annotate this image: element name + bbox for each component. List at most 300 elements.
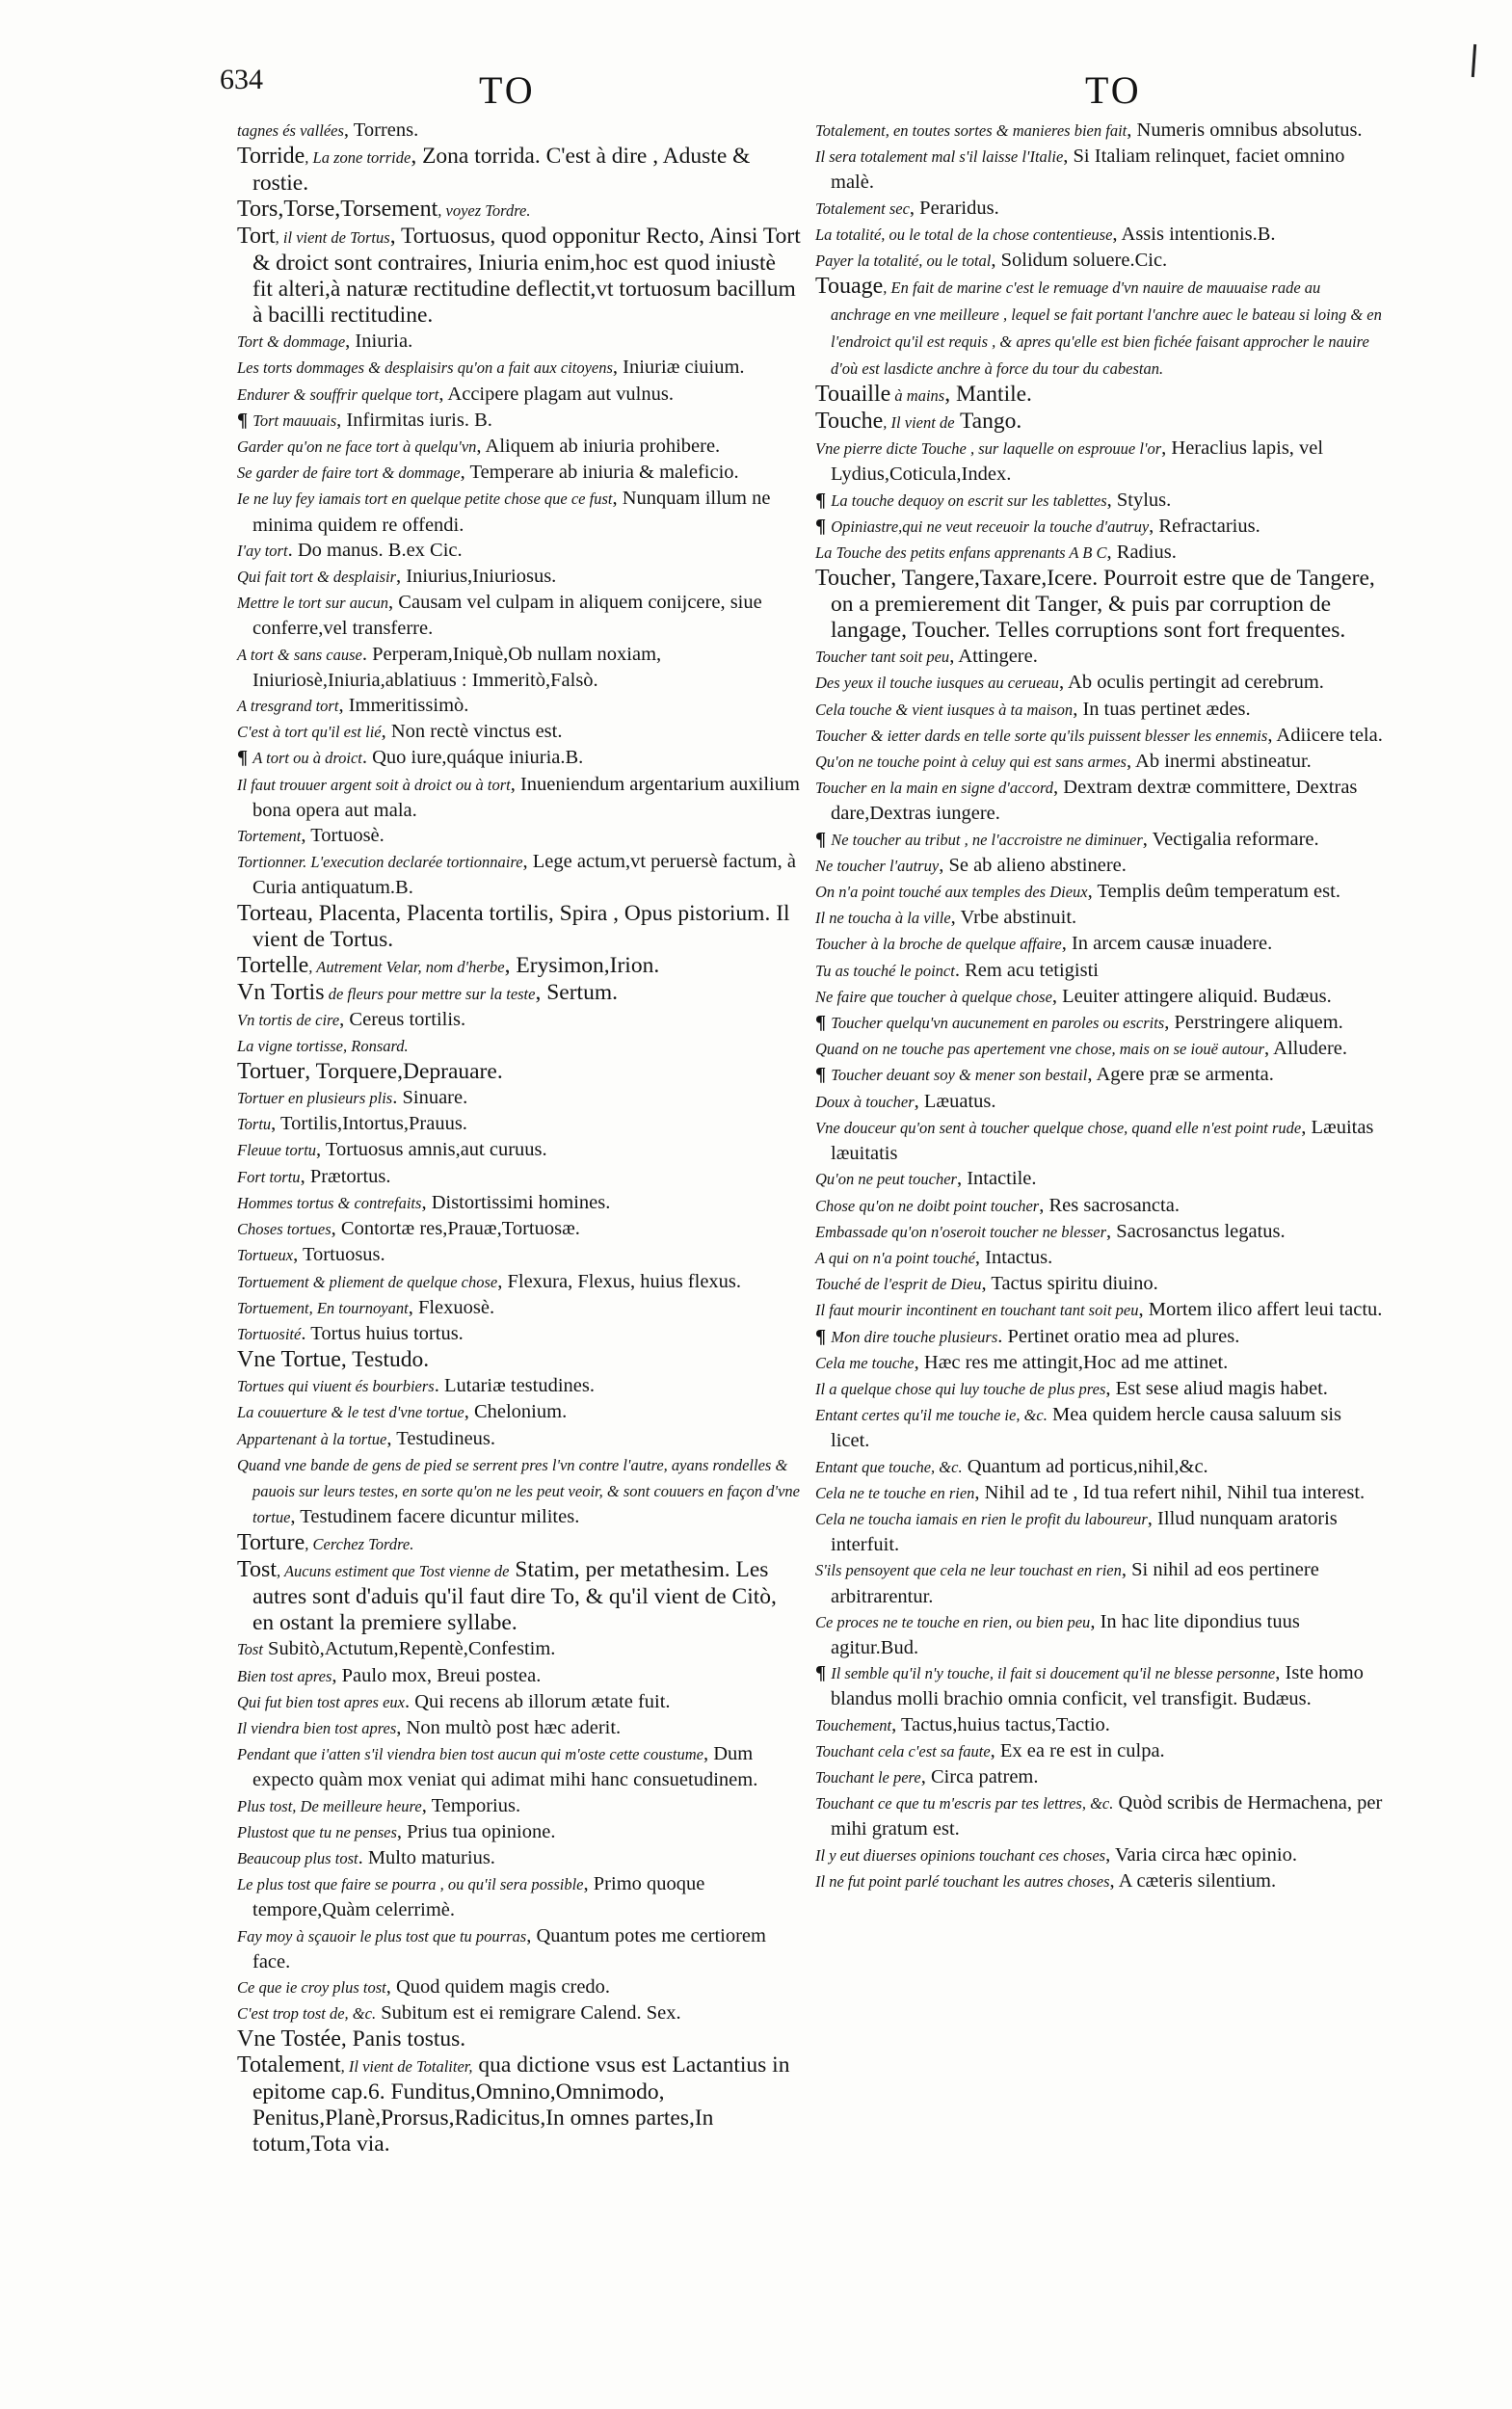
dictionary-entry	[237, 1452, 801, 1531]
latin-text: , Distortissimi homines.	[421, 1191, 611, 1213]
dictionary-entry	[815, 222, 1384, 248]
latin-text: . Lutariæ testudines.	[434, 1375, 595, 1397]
latin-text: , Mortem ilico affert leui tactu.	[1138, 1299, 1383, 1321]
dictionary-entry	[815, 697, 1384, 723]
margin-mark	[1472, 44, 1476, 77]
dictionary-entry	[815, 670, 1384, 696]
french-text: Il y eut diuerses opinions touchant ces choses	[815, 1845, 1106, 1865]
latin-text: , Mantile.	[944, 382, 1032, 408]
latin-text: . Pertinet oratio mea ad plures.	[997, 1325, 1240, 1347]
dictionary-entry	[237, 1295, 801, 1321]
dictionary-entry	[815, 1376, 1384, 1402]
french-text: Doux à toucher	[815, 1092, 915, 1111]
dictionary-entry	[815, 514, 1384, 540]
french-text: Payer la totalité, ou le total	[815, 251, 992, 271]
headword: Torteau	[237, 900, 307, 926]
french-text: Vn tortis de cire	[237, 1010, 340, 1029]
dictionary-entry	[237, 408, 801, 434]
french-text: Opiniastre,qui ne veut receuoir la touche d'autruy	[831, 516, 1150, 536]
latin-text: , Tortuosus amnis,aut curuus.	[316, 1139, 547, 1161]
dictionary-entry	[815, 1480, 1384, 1506]
latin-text: , Testudo.	[340, 1347, 430, 1373]
french-text: Les torts dommages & desplaisirs qu'on a fait aux citoyens	[237, 358, 613, 378]
pilcrow: ¶	[815, 828, 832, 850]
dictionary-entry	[815, 436, 1384, 487]
dictionary-entry	[237, 144, 801, 197]
latin-text: , In hac lite dipondius tuus agitur.Bud.	[831, 1610, 1300, 1658]
dictionary-entry	[237, 1216, 801, 1242]
headword: Torture	[237, 1530, 305, 1556]
dictionary-entry	[815, 958, 1384, 984]
french-text: , Autrement Velar, nom d'herbe	[308, 957, 505, 976]
dictionary-entry	[237, 2026, 801, 2052]
latin-text: , Intactus.	[974, 1246, 1053, 1268]
latin-text: , Temporius.	[421, 1794, 521, 1816]
latin-text: Tango.	[954, 409, 1022, 435]
latin-text: , Placenta, Placenta tortilis, Spira , Opus pistorium. Il vient de Tortus.	[252, 900, 790, 952]
latin-text: , Heraclius lapis, vel Lydius,Coticula,Index.	[831, 437, 1324, 486]
dictionary-entry	[237, 745, 801, 771]
dictionary-entry	[237, 772, 801, 823]
latin-text: , Attingere.	[949, 646, 1038, 668]
french-text: Choses tortues	[237, 1220, 332, 1239]
latin-text: , Iniuriæ ciuium.	[612, 357, 745, 379]
dictionary-entry	[815, 775, 1384, 826]
latin-text: , Non multò post hæc aderit.	[396, 1716, 622, 1738]
french-text: Entant certes qu'il me touche ie, &c.	[815, 1406, 1048, 1425]
headword: Vn Tortis	[237, 979, 325, 1005]
french-text: Se garder de faire tort & dommage	[237, 463, 461, 483]
dictionary-entry	[237, 1741, 801, 1792]
french-text: Tort mauuais	[252, 410, 337, 430]
french-text: , Il vient de	[883, 413, 955, 433]
french-text: Toucher deuant soy & mener son bestail	[831, 1066, 1088, 1085]
latin-text: , Læuatus.	[914, 1090, 996, 1112]
french-text: , Aucuns estiment que Tost vienne de	[277, 1562, 510, 1581]
french-text: A qui on n'a point touché	[815, 1248, 975, 1267]
dictionary-entry	[237, 1347, 801, 1373]
latin-text: , Læuitas læuitatis	[831, 1116, 1374, 1165]
pilcrow: ¶	[815, 1012, 832, 1034]
french-text: Ne toucher l'autruy	[815, 856, 940, 875]
french-text: Qui fut bien tost apres eux	[237, 1692, 405, 1711]
dictionary-entry	[815, 1402, 1384, 1453]
latin-text: , Erysimon,Irion.	[504, 952, 660, 978]
dictionary-entry	[237, 2052, 801, 2158]
french-text: Garder qu'on ne face tort à quelqu'vn	[237, 437, 477, 457]
dictionary-entry	[815, 723, 1384, 749]
pilcrow: ¶	[237, 409, 253, 431]
french-text: Tortionner. L'execution declarée tortionnaire	[237, 853, 523, 872]
latin-text: , Res sacrosancta.	[1039, 1194, 1180, 1216]
french-text: Fort tortu	[237, 1167, 301, 1186]
french-text: de fleurs pour mettre sur la teste	[324, 984, 536, 1003]
dictionary-entry	[237, 1321, 801, 1347]
dictionary-entry	[237, 693, 801, 719]
dictionary-entry	[237, 1033, 801, 1059]
latin-text: , Quantum potes me certiorem face.	[252, 1924, 766, 1972]
french-text: Il faut trouuer argent soit à droict ou à tort	[237, 775, 511, 794]
headword: Tort	[237, 224, 276, 250]
latin-text: , In arcem causæ inuadere.	[1061, 933, 1273, 955]
latin-text: , Si Italiam relinquet, faciet omnino malè.	[831, 146, 1345, 194]
dictionary-entry	[237, 1269, 801, 1295]
dictionary-entry	[237, 980, 801, 1007]
french-text: Quand vne bande de gens de pied se serrent pres l'vn contre l'autre, ayans rondelles & pauois sur leurs testes, en sorte qu'on ne les peut veoir, & sont couuers en façon d'vne tortue	[237, 1455, 800, 1527]
latin-text: , Sertum.	[535, 979, 618, 1005]
dictionary-entry	[815, 144, 1384, 195]
latin-text: , Nunquam illum ne minima quidem re offendi.	[252, 488, 771, 536]
latin-text: , Tortuosus, quod opponitur Recto, Ainsi Tort & droict sont contraires, Iniuria enim,hoc est quod iniustè fit alteri,à naturæ rectitudine deflectit,vt tortuosum bacillum à bacilli rectitudine.	[252, 224, 801, 329]
dictionary-entry	[237, 1923, 801, 1974]
dictionary-entry	[237, 1793, 801, 1819]
dictionary-entry	[237, 1819, 801, 1845]
french-text: Il ne toucha à la ville	[815, 909, 951, 928]
french-text: Entant que touche, &c.	[815, 1457, 963, 1476]
french-text: Toucher & ietter dards en telle sorte qu'ils puissent blesser les ennemis	[815, 726, 1268, 745]
dictionary-entry	[237, 1974, 801, 2000]
french-text: A tort ou à droict	[252, 749, 362, 768]
french-text: La couuerture & le test d'vne tortue	[237, 1403, 464, 1422]
latin-text: , Paulo mox, Breui postea.	[332, 1664, 542, 1686]
headword: Vne Tostée	[237, 2026, 341, 2052]
dictionary-entry	[815, 1036, 1384, 1062]
french-text: Plustost que tu ne penses	[237, 1822, 397, 1841]
dictionary-entry	[237, 1164, 801, 1190]
latin-text: , A cæteris silentium.	[1109, 1869, 1277, 1892]
dictionary-entry	[815, 540, 1384, 566]
pilcrow: ¶	[815, 489, 832, 511]
dictionary-entry	[237, 1111, 801, 1137]
dictionary-entry	[237, 1557, 801, 1636]
left-running-head: TO	[479, 68, 536, 112]
dictionary-entry	[815, 1764, 1384, 1790]
latin-text: , Ab inermi abstineatur.	[1126, 751, 1312, 773]
latin-text: , Lege actum,vt peruersè factum, à Curia antiquatum.B.	[252, 851, 796, 899]
french-text: Vne douceur qu'on sent à toucher quelque chose, quand elle n'est point rude	[815, 1118, 1302, 1137]
french-text: Fleuue tortu	[237, 1141, 317, 1160]
latin-text: , Solidum soluere.Cic.	[991, 250, 1168, 272]
latin-text: , Peraridus.	[909, 197, 999, 219]
french-text: Vne pierre dicte Touche , sur laquelle on esprouue l'or	[815, 439, 1162, 459]
french-text: Cela ne te touche en rien	[815, 1483, 975, 1502]
dictionary-entry	[815, 1454, 1384, 1480]
latin-text: qua dictione vsus est Lactantius in epitome cap.6. Funditus,Omnino,Omnimodo, Penitus,Planè,Prorsus,Radicitus,In omnes partes,In totum,Tota via.	[252, 2052, 790, 2158]
dictionary-entry	[237, 1663, 801, 1689]
french-text: Tortues qui viuent és bourbiers	[237, 1377, 435, 1396]
dictionary-entry	[815, 409, 1384, 436]
french-text: Mettre le tort sur aucun	[237, 594, 389, 613]
dictionary-entry	[237, 953, 801, 980]
latin-text: , Tortilis,Intortus,Prauus.	[271, 1113, 467, 1135]
dictionary-entry	[815, 1350, 1384, 1376]
french-text: Qui fait tort & desplaisir	[237, 568, 397, 587]
french-text: Ne faire que toucher à quelque chose	[815, 987, 1052, 1006]
latin-text: , Est sese aliud magis habet.	[1105, 1377, 1328, 1399]
dictionary-entry	[815, 1609, 1384, 1660]
dictionary-entry	[815, 1868, 1384, 1894]
dictionary-entry	[237, 538, 801, 564]
headword: Tors,Torse,Torsement	[237, 197, 438, 223]
latin-text: , Leuiter attingere aliquid. Budæus.	[1051, 985, 1332, 1007]
dictionary-entry	[237, 1871, 801, 1922]
french-text: Le plus tost que faire se pourra , ou qu'il sera possible	[237, 1875, 584, 1894]
dictionary-entry	[237, 1137, 801, 1163]
latin-text: , Stylus.	[1106, 489, 1172, 511]
latin-text: Statim, per metathesim. Les autres sont d'aduis qu'il faut dire To, & qu'il vient de Citò, en ostant la premiere syllabe.	[252, 1557, 777, 1636]
latin-text: , Radius.	[1106, 542, 1177, 564]
headword: Touaille	[815, 382, 891, 408]
french-text: Qu'on ne touche point à celuy qui est sans armes	[815, 753, 1127, 772]
dictionary-entry	[237, 460, 801, 486]
french-text: Touché de l'esprit de Dieu	[815, 1275, 982, 1294]
latin-text: , Ex ea re est in culpa.	[990, 1739, 1165, 1761]
french-text: Touchement	[815, 1715, 892, 1734]
pilcrow: ¶	[815, 1064, 832, 1086]
dictionary-entry	[815, 905, 1384, 931]
latin-text: Mea quidem hercle causa saluum sis licet.	[831, 1404, 1342, 1452]
dictionary-entry	[815, 1010, 1384, 1036]
french-text: Qu'on ne peut toucher	[815, 1170, 957, 1189]
latin-text: , Immeritissimò.	[338, 695, 469, 717]
latin-text: , Iniurius,Iniuriosus.	[396, 566, 557, 588]
latin-text: , Templis deûm temperatum est.	[1087, 881, 1340, 903]
dictionary-entry	[815, 1842, 1384, 1868]
french-text: Fay moy à sçauoir le plus tost que tu pourras	[237, 1926, 527, 1946]
dictionary-entry	[815, 1271, 1384, 1297]
dictionary-entry	[237, 197, 801, 224]
dictionary-entry	[237, 564, 801, 590]
french-text: , La zone torride	[305, 148, 411, 168]
dictionary-entry	[815, 749, 1384, 775]
latin-text: , Dextram dextræ committere, Dextras dare,Dextras iungere.	[831, 777, 1358, 825]
dictionary-entry	[815, 853, 1384, 879]
headword: Tortuer	[237, 1059, 305, 1085]
dictionary-entry	[237, 382, 801, 408]
latin-text: , Temperare ab iniuria & maleficio.	[460, 462, 739, 484]
french-text: Toucher tant soit peu	[815, 648, 950, 667]
latin-text: , Zona torrida. C'est à dire , Aduste & rostie.	[252, 144, 751, 197]
latin-text: , Prius tua opinione.	[396, 1820, 556, 1842]
latin-text: , Varia circa hæc opinio.	[1105, 1843, 1297, 1866]
dictionary-entry	[815, 1712, 1384, 1738]
dictionary-entry	[237, 2000, 801, 2026]
latin-text: , Aliquem ab iniuria prohibere.	[476, 436, 721, 458]
latin-text: . Tortus huius tortus.	[301, 1322, 464, 1344]
dictionary-entry	[237, 1715, 801, 1741]
dictionary-entry	[815, 196, 1384, 222]
latin-text: , Alludere.	[1264, 1038, 1348, 1060]
french-text: Il faut mourir incontinent en touchant tant soit peu	[815, 1301, 1139, 1320]
french-text: Il semble qu'il n'y touche, il fait si doucement qu'il ne blesse personne	[831, 1664, 1276, 1683]
latin-text: , Illud nunquam aratoris interfuit.	[831, 1507, 1338, 1556]
latin-text: Quòd scribis de Hermachena, per mihi gratum est.	[831, 1792, 1383, 1840]
french-text: Tost	[237, 1640, 263, 1659]
latin-text: , Contortæ res,Prauæ,Tortuosæ.	[331, 1218, 580, 1240]
dictionary-entry	[237, 1242, 801, 1268]
latin-text: , In tuas pertinet ædes.	[1073, 698, 1251, 720]
french-text: Des yeux il touche iusques au cerueau	[815, 674, 1059, 693]
latin-text: , Torquere,Deprauare.	[305, 1059, 503, 1085]
french-text: A tresgrand tort	[237, 697, 339, 716]
latin-text: , Panis tostus.	[340, 2026, 466, 2052]
dictionary-entry	[237, 1373, 801, 1399]
french-text: Hommes tortus & contrefaits	[237, 1193, 422, 1212]
dictionary-entry	[815, 1115, 1384, 1166]
dictionary-entry	[815, 1557, 1384, 1608]
french-text: Embassade qu'on n'oseroit toucher ne blesser	[815, 1222, 1107, 1241]
french-text: Touchant le pere	[815, 1767, 921, 1787]
dictionary-entry	[815, 1219, 1384, 1245]
french-text: Toucher en la main en signe d'accord	[815, 779, 1054, 798]
latin-text: , Vrbe abstinuit.	[950, 907, 1077, 929]
french-text: Tortement	[237, 827, 302, 846]
latin-text: , Accipere plagam aut vulnus.	[438, 383, 674, 405]
dictionary-entry	[815, 248, 1384, 274]
dictionary-entry	[815, 566, 1384, 644]
french-text: Mon dire touche plusieurs	[831, 1327, 998, 1346]
latin-text: , Sacrosanctus legatus.	[1106, 1220, 1286, 1242]
french-text: Toucher quelqu'vn aucunement en paroles ou escrits	[831, 1014, 1165, 1033]
french-text: Ce que ie croy plus tost	[237, 1977, 386, 1997]
french-text: Ne toucher au tribut , ne l'accroistre ne diminuer	[831, 830, 1143, 849]
dictionary-entry	[815, 931, 1384, 957]
dictionary-entry	[815, 1660, 1384, 1711]
latin-text: , Iniuria.	[345, 331, 413, 353]
latin-text: , Perstringere aliquem.	[1164, 1012, 1343, 1034]
dictionary-entry	[237, 849, 801, 900]
dictionary-entry	[815, 1506, 1384, 1557]
latin-text: , Flexura, Flexus, huius flexus.	[497, 1270, 742, 1292]
french-text: Cela ne toucha iamais en rien le profit du laboureur	[815, 1509, 1148, 1528]
latin-text: Subitum est ei remigrare Calend. Sex.	[376, 2002, 681, 2025]
right-column	[815, 118, 1384, 1894]
latin-text: , Tortuosus.	[293, 1244, 385, 1266]
latin-text: , Numeris omnibus absolutus.	[1127, 119, 1363, 141]
french-text: Cela touche & vient iusques à ta maison	[815, 700, 1074, 719]
latin-text: , Assis intentionis.B.	[1112, 223, 1276, 245]
dictionary-entry	[237, 1530, 801, 1557]
french-text: Quand on ne touche pas apertement vne chose, mais on se iouë autour	[815, 1040, 1265, 1059]
headword: Touage	[815, 274, 884, 300]
french-text: C'est trop tost de, &c.	[237, 2004, 377, 2024]
dictionary-entry	[815, 1297, 1384, 1323]
dictionary-entry	[237, 1190, 801, 1216]
french-text: On n'a point touché aux temples des Dieux	[815, 883, 1088, 902]
dictionary-entry	[237, 118, 801, 144]
french-text: Pendant que i'atten s'il viendra bien tost aucun qui m'oste cette coustume	[237, 1745, 703, 1764]
french-text: A tort & sans cause	[237, 645, 362, 664]
left-column	[237, 118, 801, 2158]
dictionary-entry	[237, 1059, 801, 1085]
french-text: C'est à tort qu'il est lié	[237, 723, 382, 742]
french-text: Tort & dommage	[237, 332, 346, 352]
dictionary-entry	[815, 1245, 1384, 1271]
french-text: Endurer & souffrir quelque tort	[237, 384, 439, 404]
pilcrow: ¶	[237, 747, 253, 769]
latin-text: , Circa patrem.	[920, 1765, 1039, 1787]
headword: Totalement	[237, 2052, 341, 2078]
french-text: Tu as touché le poinct	[815, 961, 955, 980]
dictionary-entry	[815, 1062, 1384, 1088]
dictionary-entry	[815, 1324, 1384, 1350]
latin-text: , Chelonium.	[464, 1401, 568, 1423]
french-text: La vigne tortisse, Ronsard.	[237, 1036, 409, 1055]
dictionary-entry	[237, 901, 801, 953]
latin-text: , Quod quidem magis credo.	[385, 1975, 611, 1998]
dictionary-entry	[815, 274, 1384, 382]
french-text: tagnes és vallées	[237, 121, 344, 140]
latin-text: , Refractarius.	[1149, 515, 1260, 537]
latin-text: Quantum ad porticus,nihil,&c.	[962, 1455, 1208, 1477]
latin-text: , Primo quoque tempore,Quàm celerrimè.	[252, 1873, 705, 1921]
latin-text: . Multo maturius.	[358, 1846, 495, 1868]
french-text: Touchant ce que tu m'escris par tes lettres, &c.	[815, 1794, 1114, 1813]
french-text: La touche dequoy on escrit sur les tablettes	[831, 490, 1107, 510]
pilcrow: ¶	[815, 1662, 832, 1684]
latin-text: , Se ab alieno abstinere.	[939, 854, 1127, 876]
dictionary-entry	[237, 823, 801, 849]
french-text: Ie ne luy fey iamais tort en quelque petite chose que ce fust	[237, 490, 613, 509]
headword: Touche	[815, 409, 884, 435]
latin-text: , Causam vel culpam in aliquem conijcere, siue conferre,vel transferre.	[252, 592, 762, 640]
right-running-head: TO	[1085, 68, 1142, 112]
headword: Torride	[237, 144, 305, 170]
french-text: Cela me touche	[815, 1353, 915, 1372]
french-text: Tortuosité	[237, 1324, 302, 1343]
french-text: Totalement, en toutes sortes & manieres bien fait	[815, 121, 1127, 140]
dictionary-entry	[815, 1738, 1384, 1764]
dictionary-entry	[237, 224, 801, 329]
dictionary-entry	[815, 984, 1384, 1010]
dictionary-entry	[815, 118, 1384, 144]
latin-text: , Tortuosè.	[301, 825, 385, 847]
french-text: S'ils pensoyent que cela ne leur touchast en rien	[815, 1561, 1122, 1580]
dictionary-entry	[815, 1193, 1384, 1219]
dictionary-entry	[237, 719, 801, 745]
pilcrow: ¶	[815, 515, 832, 537]
dictionary-entry	[815, 1089, 1384, 1115]
french-text: I'ay tort	[237, 541, 288, 560]
dictionary-entry	[237, 1007, 801, 1033]
latin-text: , Infirmitas iuris. B.	[336, 409, 492, 431]
dictionary-entry	[815, 1166, 1384, 1192]
french-text: Il ne fut point parlé touchant les autres choses	[815, 1871, 1110, 1891]
dictionary-entry	[237, 329, 801, 355]
dictionary-entry	[237, 1636, 801, 1662]
french-text: Tortueux	[237, 1246, 294, 1265]
dictionary-entry	[237, 355, 801, 381]
headword: Vne Tortue	[237, 1347, 341, 1373]
french-text: à mains	[890, 386, 945, 406]
french-text: Tortuement, En tournoyant	[237, 1298, 409, 1317]
latin-text: , Cereus tortilis.	[339, 1008, 466, 1030]
dictionary-entry	[237, 1399, 801, 1425]
latin-text: , Testudinem facere dicuntur milites.	[290, 1506, 580, 1528]
french-text: Appartenant à la tortue	[237, 1429, 387, 1448]
latin-text: Subitò,Actutum,Repentè,Confestim.	[262, 1638, 556, 1660]
pilcrow: ¶	[815, 1325, 832, 1347]
latin-text: . Sinuare.	[392, 1087, 468, 1109]
latin-text: , Tangere,Taxare,Icere. Pourroit estre que de Tangere, on a premierement dit Tanger, & puis par corruption de langage, Toucher. Telles corruptions sont fort frequentes.	[831, 566, 1375, 644]
french-text: La totalité, ou le total de la chose contentieuse	[815, 225, 1113, 244]
latin-text: , Vectigalia reformare.	[1142, 828, 1319, 850]
dictionary-entry	[237, 1845, 801, 1871]
latin-text: , Non rectè vinctus est.	[381, 721, 563, 743]
french-text: Bien tost apres	[237, 1666, 332, 1685]
french-text: Plus tost, De meilleure heure	[237, 1796, 422, 1815]
french-text: , Il vient de Totaliter,	[340, 2057, 473, 2077]
